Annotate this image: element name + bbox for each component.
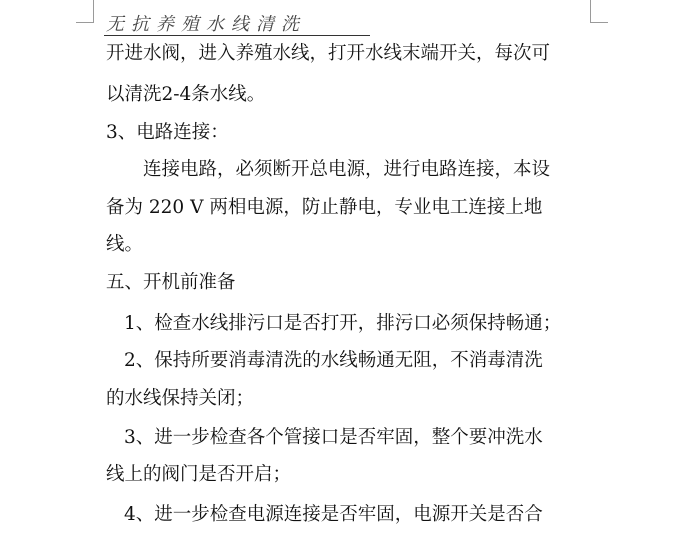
body-line: 线。 bbox=[106, 234, 144, 255]
list-item: 4、进一步检查电源连接是否牢固，电源开关是否合 bbox=[124, 504, 543, 525]
header-underline bbox=[104, 35, 370, 36]
body-line: 开进水阀，进入养殖水线，打开水线末端开关，每次可 bbox=[106, 43, 551, 64]
list-item: 2、保持所要消毒清洗的水线畅通无阻，不消毒清洗 bbox=[124, 350, 543, 371]
list-item: 3、进一步检查各个管接口是否牢固，整个要冲洗水 bbox=[124, 427, 543, 448]
running-header: 无抗养殖水线清洗 bbox=[106, 14, 306, 35]
crop-mark-top-left-horizontal bbox=[76, 22, 94, 23]
crop-mark-top-right-horizontal bbox=[590, 22, 608, 23]
body-line: 线上的阀门是否开启； bbox=[106, 464, 292, 485]
body-line: 以清洗2-4条水线。 bbox=[106, 84, 266, 105]
crop-mark-top-right-vertical bbox=[590, 0, 591, 22]
section-heading: 五、开机前准备 bbox=[106, 272, 236, 293]
body-line: 备为 220 V 两相电源，防止静电，专业电工连接上地 bbox=[106, 197, 543, 218]
crop-mark-top-left-vertical bbox=[93, 0, 94, 22]
section-heading: 3、电路连接： bbox=[106, 122, 229, 143]
body-line: 连接电路，必须断开总电源，进行电路连接，本设 bbox=[143, 159, 551, 180]
list-item: 1、检查水线排污口是否打开，排污口必须保持畅通； bbox=[124, 313, 562, 334]
body-line: 的水线保持关闭； bbox=[106, 388, 255, 409]
